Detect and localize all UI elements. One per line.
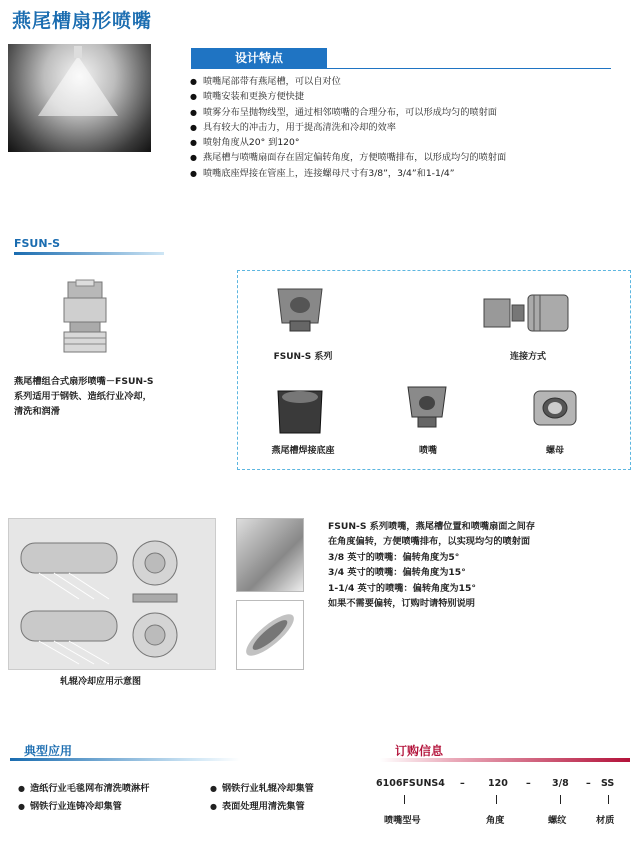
series-part-label: FSUN-S 系列: [273, 352, 333, 362]
connection-label: 连接方式: [509, 352, 546, 362]
label-angle: 角度: [486, 815, 505, 826]
description-line: 系列适用于钢铁、造纸行业冷却，: [14, 391, 152, 402]
note-line: 1-1/4 英寸的喷嘴：偏转角度为15°: [328, 582, 476, 594]
nozzle-image: [404, 383, 450, 431]
code-dash: –: [586, 778, 591, 789]
feature-item: ● 喷嘴安装和更换方便快捷: [190, 89, 506, 104]
weld-base-label: 燕尾槽焊接底座: [271, 446, 335, 456]
feature-item: ● 喷射角度从20° 到120°: [190, 135, 506, 150]
label-model: 喷嘴型号: [384, 815, 421, 826]
connection-image: [482, 291, 572, 335]
note-line: 3/4 英寸的喷嘴：偏转角度为15°: [328, 567, 466, 579]
note-line: 在角度偏转，方便喷嘴排布，以实现均匀的喷射面: [328, 536, 531, 548]
applications-heading: 典型应用: [24, 744, 73, 758]
features-divider: [191, 68, 611, 69]
ordering-bar: [380, 758, 630, 762]
feature-item: ● 喷嘴底座焊接在管座上，连接螺母尺寸有3/8”，3/4”和1-1/4”: [190, 166, 506, 181]
code-material: SS: [601, 778, 615, 789]
page-title: 燕尾槽扇形喷嘴: [12, 10, 153, 32]
offset-note: [328, 519, 628, 611]
pipe-nozzle-photo: [236, 518, 304, 592]
application-item: ● 表面处理用清洗集管: [210, 798, 305, 812]
label-thread: 螺纹: [548, 815, 567, 826]
series-description: [14, 374, 174, 419]
components-panel: [237, 270, 631, 470]
feature-item: ● 燕尾槽与喷嘴扇面存在固定偏转角度，方便喷嘴排布，以形成均匀的喷射面: [190, 150, 506, 165]
feature-item: ● 具有较大的冲击力，用于提高清洗和冷却的效率: [190, 120, 506, 135]
spray-photo: [8, 44, 151, 152]
note-line: 3/8 英寸的喷嘴：偏转角度为5°: [328, 551, 460, 563]
features-heading: 设计特点: [191, 48, 327, 68]
application-item: ● 钢铁行业轧辊冷却集管: [210, 780, 314, 794]
feature-item: ● 喷嘴尾部带有燕尾槽，可以自对位: [190, 74, 506, 89]
ordering-heading: 订购信息: [395, 744, 444, 758]
product-assembly-image: [50, 278, 120, 358]
code-angle: 120: [488, 778, 508, 789]
code-dash: –: [526, 778, 531, 789]
description-line: 清洗和润滑: [14, 406, 60, 417]
spray-pattern-image: [236, 600, 304, 670]
description-line: 燕尾槽组合式扇形喷嘴－FSUN-S: [14, 376, 154, 387]
code-connector: [608, 795, 609, 804]
code-thread: 3/8: [552, 778, 569, 789]
code-connector: [404, 795, 405, 804]
label-material: 材质: [596, 815, 615, 826]
application-item: ● 造纸行业毛毯网布清洗喷淋杆: [18, 780, 149, 794]
weld-base-image: [272, 383, 328, 439]
code-connector: [496, 795, 497, 804]
feature-item: ● 喷雾分布呈抛物线型，通过相邻喷嘴的合理分布，可以形成均匀的喷射面: [190, 105, 506, 120]
note-line: FSUN-S 系列喷嘴，燕尾槽位置和喷嘴扇面之间存: [328, 521, 536, 532]
note-line: 如果不需要偏转，订购时请特别说明: [328, 598, 475, 610]
series-bar: [14, 252, 164, 255]
series-label: FSUN-S: [14, 237, 61, 250]
applications-bar: [10, 758, 240, 761]
roll-cooling-sketch: [8, 518, 216, 670]
nut-label: 螺母: [545, 446, 564, 456]
nozzle-label: 喷嘴: [418, 446, 437, 456]
code-model: 6106FSUNS4: [376, 778, 445, 789]
features-list: [190, 74, 506, 181]
nut-image: [530, 385, 580, 431]
application-item: ● 钢铁行业连铸冷却集管: [18, 798, 122, 812]
code-dash: –: [460, 778, 465, 789]
code-connector: [560, 795, 561, 804]
sketch-caption: 轧辊冷却应用示意图: [60, 677, 142, 687]
series-nozzle-image: [272, 283, 328, 335]
